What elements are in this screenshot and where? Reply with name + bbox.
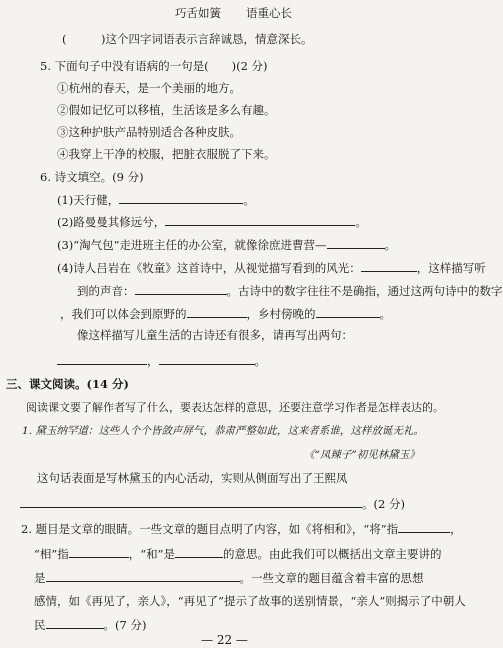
q2-text: 。一些文章的题目蕴含着丰富的思想: [239, 571, 424, 585]
q5-option-1: ①杭州的春天，是一个美丽的地方。: [57, 81, 241, 95]
q6-item-4-text: (4)诗人吕岩在《牧童》这首诗中，从视觉描写看到的风光：: [57, 261, 361, 275]
q2-text: 民: [34, 618, 46, 632]
q2-text: 是: [34, 571, 46, 585]
period: 。: [355, 215, 367, 229]
q5-option-3: ③这种护肤产品特别适合各种皮肤。: [57, 125, 241, 139]
period: 。: [379, 307, 391, 321]
q1-points: 。(2 分): [362, 497, 405, 511]
q5-stem: 5. 下面句子中没有语病的一句是( )(2 分): [40, 59, 268, 73]
answer-blank[interactable]: [46, 570, 240, 582]
section-3-intro: 阅读课文要了解作者写了什么，要表达怎样的意思，还要注意学习作者是怎样表达的。: [26, 401, 444, 414]
idiom-right: 语重心长: [246, 6, 292, 20]
comma: ，: [147, 354, 159, 368]
q6-item-4-line-3: [60, 306, 391, 321]
q6-item-3-text: (3)“淘气包”走进班主任的办公室，就像徐庶进曹营—: [57, 238, 327, 252]
q6-item-4-text: ，我们可以体会到原野的: [60, 307, 187, 321]
answer-blank[interactable]: [119, 192, 243, 204]
period: 。: [384, 238, 397, 252]
q5-option-4: ④我穿上干净的校服，把脏衣服脱了下来。: [57, 147, 276, 161]
answer-blank[interactable]: [135, 283, 227, 295]
section-3-title: 三、课文阅读。(14 分): [6, 377, 129, 391]
q6-stem: 6. 诗文填空。(9 分): [40, 170, 144, 184]
answer-blank[interactable]: [46, 617, 104, 629]
q5-option-2: ②假如记忆可以移植，生活该是多么有趣。: [57, 103, 276, 117]
answer-blank[interactable]: [361, 260, 417, 272]
q1-source: 《“凤辣子”初见林黛玉》: [304, 449, 420, 461]
q2-points: 。(7 分): [103, 618, 147, 632]
q2-line-4: 感情，如《再见了，亲人》，“再见了”提示了故事的送别情景，“亲人”则揭示了中朝人: [34, 594, 466, 608]
answer-blank[interactable]: [69, 546, 129, 558]
answer-blank[interactable]: [316, 306, 380, 318]
period: 。: [243, 193, 255, 207]
q6-item-4-line-4: 像这样描写儿童生活的古诗还有很多，请再写出两句：: [77, 328, 353, 342]
q6-item-4-line-5: [57, 353, 266, 368]
q6-item-4-text: 到的声音：: [77, 284, 135, 298]
answer-blank[interactable]: [159, 353, 255, 365]
q2-line-3: [34, 570, 424, 585]
answer-blank[interactable]: [20, 496, 362, 508]
q6-item-4-text: ，这样描写听: [416, 261, 486, 275]
q6-item-1: [57, 192, 255, 207]
q6-item-4-line-1: [57, 260, 486, 275]
q6-item-4-line-2: [77, 283, 503, 298]
answer-blank[interactable]: [57, 353, 147, 365]
page-number: — 22 —: [201, 633, 248, 647]
q2-text: 2. 题目是文章的眼睛。一些文章的题目点明了内容，如《将相和》，“将”指: [21, 522, 399, 536]
q6-item-1-text: (1)天行健，: [57, 193, 120, 207]
answer-blank[interactable]: [187, 306, 247, 318]
answer-blank[interactable]: [175, 546, 223, 558]
q2-line-5: [34, 617, 146, 632]
q1-quote: 1. 黛玉纳罕道：这些人个个皆敛声屏气，恭肃严整如此，这来者系谁，这样放诞无礼。: [22, 425, 424, 437]
q6-item-3: [57, 237, 396, 252]
q6-item-2: [57, 214, 367, 229]
q2-text: 的意思。由此我们可以概括出文章主要讲的: [223, 547, 442, 561]
q6-item-2-text: (2)路曼曼其修远兮，: [57, 215, 166, 229]
answer-blank[interactable]: [165, 214, 355, 226]
q2-line-1: [21, 521, 462, 536]
q1-text-b: [20, 496, 405, 511]
period: 。: [254, 354, 266, 368]
q2-text: “相”指: [34, 547, 69, 561]
answer-blank[interactable]: [327, 237, 385, 249]
answer-blank[interactable]: [398, 521, 450, 533]
comma: ，: [450, 522, 462, 536]
q1-text-a: 这句话表面是写林黛玉的内心活动，实则从侧面写出了王熙凤: [37, 471, 348, 485]
idiom-left: 巧舌如簧: [175, 6, 221, 20]
q2-text: ，“和”是: [128, 547, 176, 561]
q6-item-4-text: ，乡村傍晚的: [246, 307, 316, 321]
idiom-blank-line: ( )这个四字词语表示言辞诚恳，情意深长。: [62, 32, 313, 46]
q2-line-2: [34, 546, 442, 561]
q6-item-4-text: 。古诗中的数字往往不是确指，通过这两句诗中的数字: [226, 284, 503, 298]
